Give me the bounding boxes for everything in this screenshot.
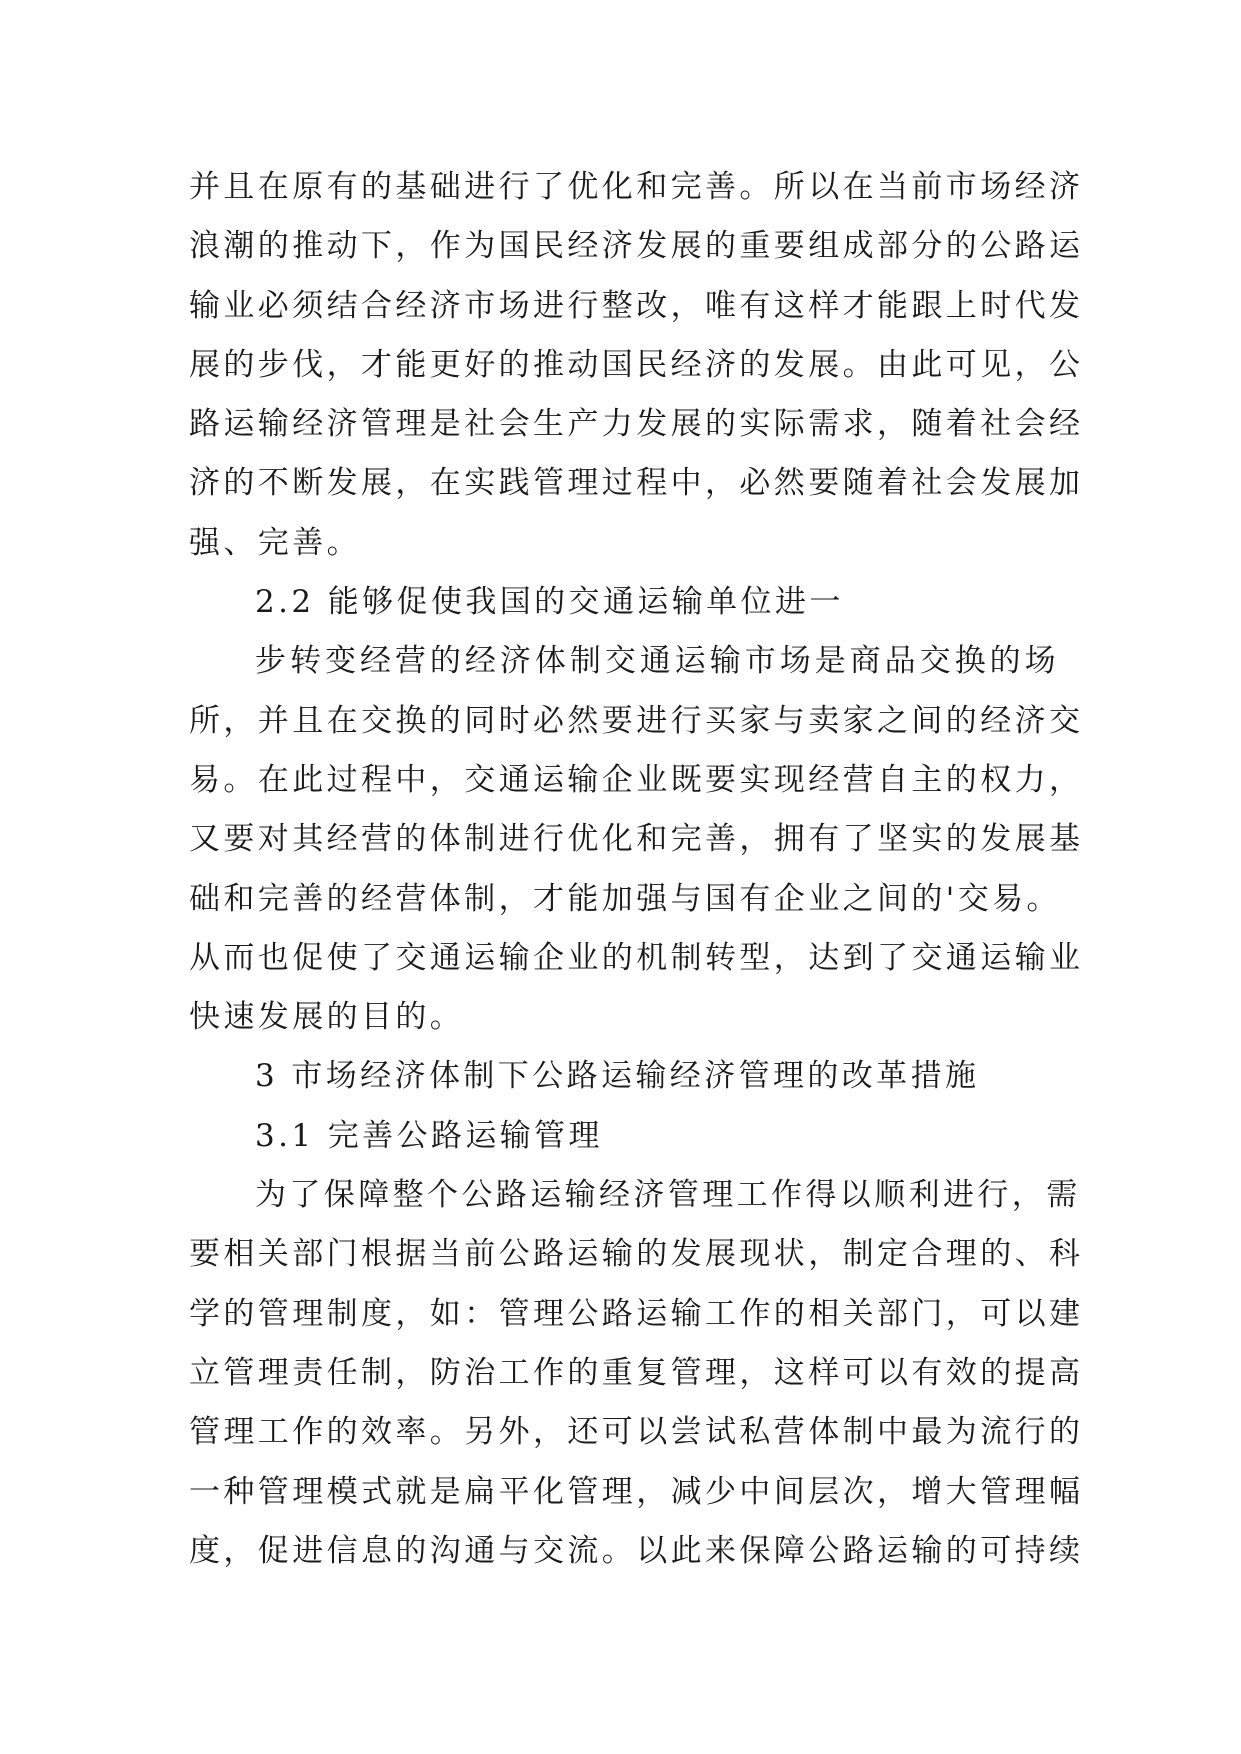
text-line: 展的步伐，才能更好的推动国民经济的发展。由此可见，公 (189, 346, 1084, 383)
subsection-heading: 3.1 完善公路运输管理 (255, 1117, 603, 1154)
text-line: 度，促进信息的沟通与交流。以此来保障公路运输的可持续 (189, 1532, 1084, 1569)
text-line: 路运输经济管理是社会生产力发展的实际需求，随着社会经 (189, 406, 1084, 443)
text-line: 并且在原有的基础进行了优化和完善。所以在当前市场经济 (189, 169, 1084, 205)
text-line: 所，并且在交换的同时必然要进行买家与卖家之间的经济交 (189, 702, 1084, 739)
text-line: 快速发展的目的。 (189, 999, 465, 1036)
text-line: 强、完善。 (189, 524, 361, 561)
text-line: 易。在此过程中，交通运输企业既要实现经营自主的权力， (189, 761, 1084, 798)
text-line: 学的管理制度，如：管理公路运输工作的相关部门，可以建 (189, 1295, 1084, 1332)
text-line: 从而也促使了交通运输企业的机制转型，达到了交通运输业 (189, 939, 1084, 976)
text-line: 立管理责任制，防治工作的重复管理，这样可以有效的提高 (189, 1354, 1084, 1391)
text-line: 管理工作的效率。另外，还可以尝试私营体制中最为流行的 (189, 1414, 1084, 1451)
text-line: 又要对其经营的体制进行优化和完善，拥有了坚实的发展基 (189, 821, 1084, 858)
text-line: 步转变经营的经济体制交通运输市场是商品交换的场 (255, 643, 1059, 680)
section-heading: 2.2 能够促使我国的交通运输单位进一 (255, 584, 844, 621)
text-line: 一种管理模式就是扁平化管理，减少中间层次，增大管理幅 (189, 1473, 1084, 1510)
text-line: 浪潮的推动下，作为国民经济发展的重要组成部分的公路运 (189, 228, 1084, 265)
text-line: 济的不断发展，在实践管理过程中，必然要随着社会发展加 (189, 465, 1084, 502)
section-heading: 3 市场经济体制下公路运输经济管理的改革措施 (255, 1058, 980, 1095)
document-body (189, 158, 1084, 1581)
text-line: 为了保障整个公路运输经济管理工作得以顺利进行，需 (255, 1177, 1081, 1214)
text-line: 输业必须结合经济市场进行整改，唯有这样才能跟上时代发 (189, 287, 1084, 324)
text-line: 础和完善的经营体制，才能加强与国有企业之间的'交易。 (189, 880, 1061, 917)
text-line: 要相关部门根据当前公路运输的发展现状，制定合理的、科 (189, 1236, 1084, 1273)
